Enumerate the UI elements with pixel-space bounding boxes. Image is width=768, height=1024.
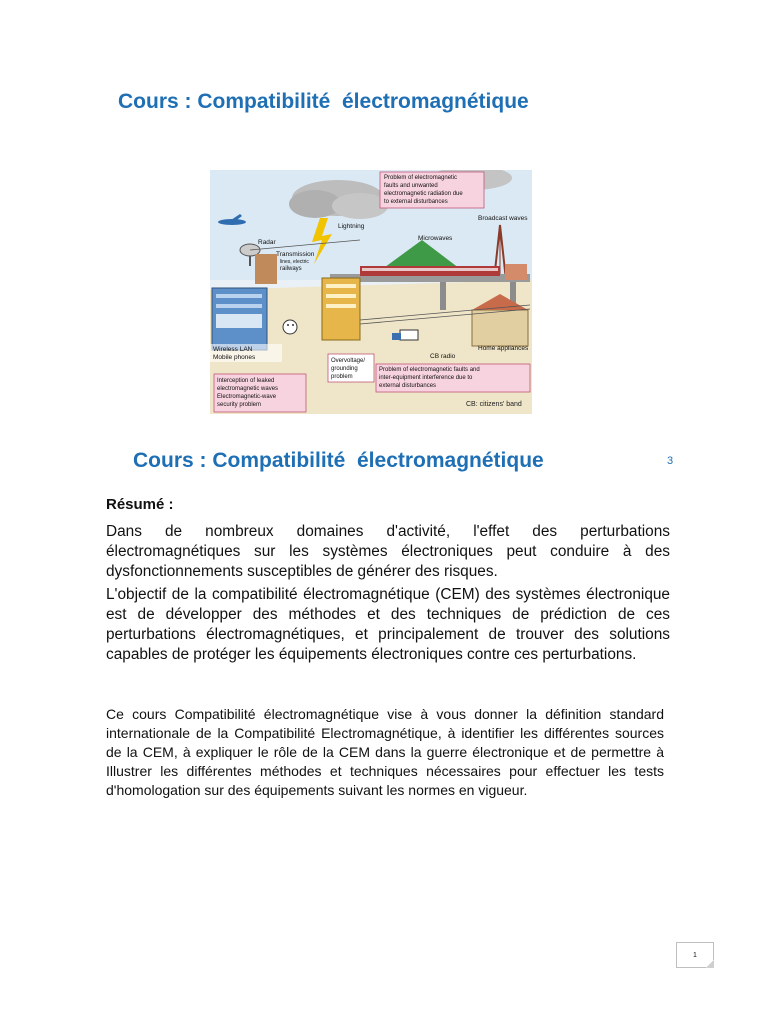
label-mobile-phones: Mobile phones: [213, 354, 256, 361]
face-icon: [283, 320, 297, 334]
resume-heading: Résumé :: [106, 496, 174, 513]
side-mark: 3: [667, 455, 674, 467]
label-problem-bottom-3: external disturbances: [379, 383, 437, 389]
page-title: Cours : Compatibilité électromagnétique: [118, 90, 529, 113]
course-description: Ce cours Compatibilité électromagnétique vise à vous donner la définition standard internationale de la Compatibilité Electromagnétique, à identifier les différentes sources de la CEM, à expliquer le rôle de la CEM dans la guerre électronique et de permettre à Illustrer les différentes méthodes et techniques nécessaires pour effectuer les tests d'homologation sur des équipements suivant les normes en vigueur.: [106, 706, 664, 798]
label-overvoltage-1: Overvoltage/: [331, 358, 366, 364]
emc-illustration: [210, 170, 532, 414]
label-problem-top-2: faults and unwanted: [384, 183, 438, 189]
label-home-appliances: Home appliances: [478, 345, 529, 352]
label-overvoltage-2: grounding: [331, 366, 358, 372]
label-interception-4: security problem: [217, 402, 262, 408]
label-interception-3: Electromagnetic-wave: [217, 394, 277, 400]
figure-credit: CB: citizens' band: [466, 401, 522, 408]
label-broadcast: Broadcast waves: [478, 215, 528, 222]
label-problem-bottom-2: inter-equipment interference due to: [379, 375, 473, 381]
resume-paragraph-1: Dans de nombreux domaines d'activité, l'effet des perturbations électromagnétiques sur les systèmes électroniques peut conduire à des dysfonctionnements susceptibles de générer des risques.: [106, 523, 670, 580]
label-problem-top-3: electromagnetic radiation due: [384, 191, 463, 197]
resume-paragraph-2: L'objectif de la compatibilité électromagnétique (CEM) des systèmes électronique est de développer des méthodes et des techniques de prédiction de ces perturbations électromagnétiques, et principalement de trouver des solutions capables de protéger les équipements électroniques contre ces perturbations.: [106, 586, 670, 663]
label-overvoltage-3: problem: [331, 374, 353, 380]
label-problem-top-1: Problem of electromagnetic: [384, 175, 458, 181]
label-interception-1: Interception of leaked: [217, 378, 275, 384]
label-microwaves: Microwaves: [418, 235, 453, 242]
label-railways: railways: [280, 266, 302, 272]
label-radar: Radar: [258, 239, 276, 246]
label-transmission: Transmission: [276, 251, 315, 258]
label-interception-2: electromagnetic waves: [217, 386, 279, 392]
section-title: Cours : Compatibilité électromagnétique: [133, 449, 544, 472]
page-number: 1: [676, 942, 714, 968]
label-problem-bottom-1: Problem of electromagnetic faults and: [379, 367, 480, 373]
label-problem-top-4: to external disturbances: [384, 199, 448, 205]
label-cb-radio: CB radio: [430, 353, 456, 360]
label-lines: lines, electric: [280, 259, 309, 265]
label-wireless-lan: Wireless LAN: [213, 346, 253, 353]
label-lightning: Lightning: [338, 223, 365, 230]
